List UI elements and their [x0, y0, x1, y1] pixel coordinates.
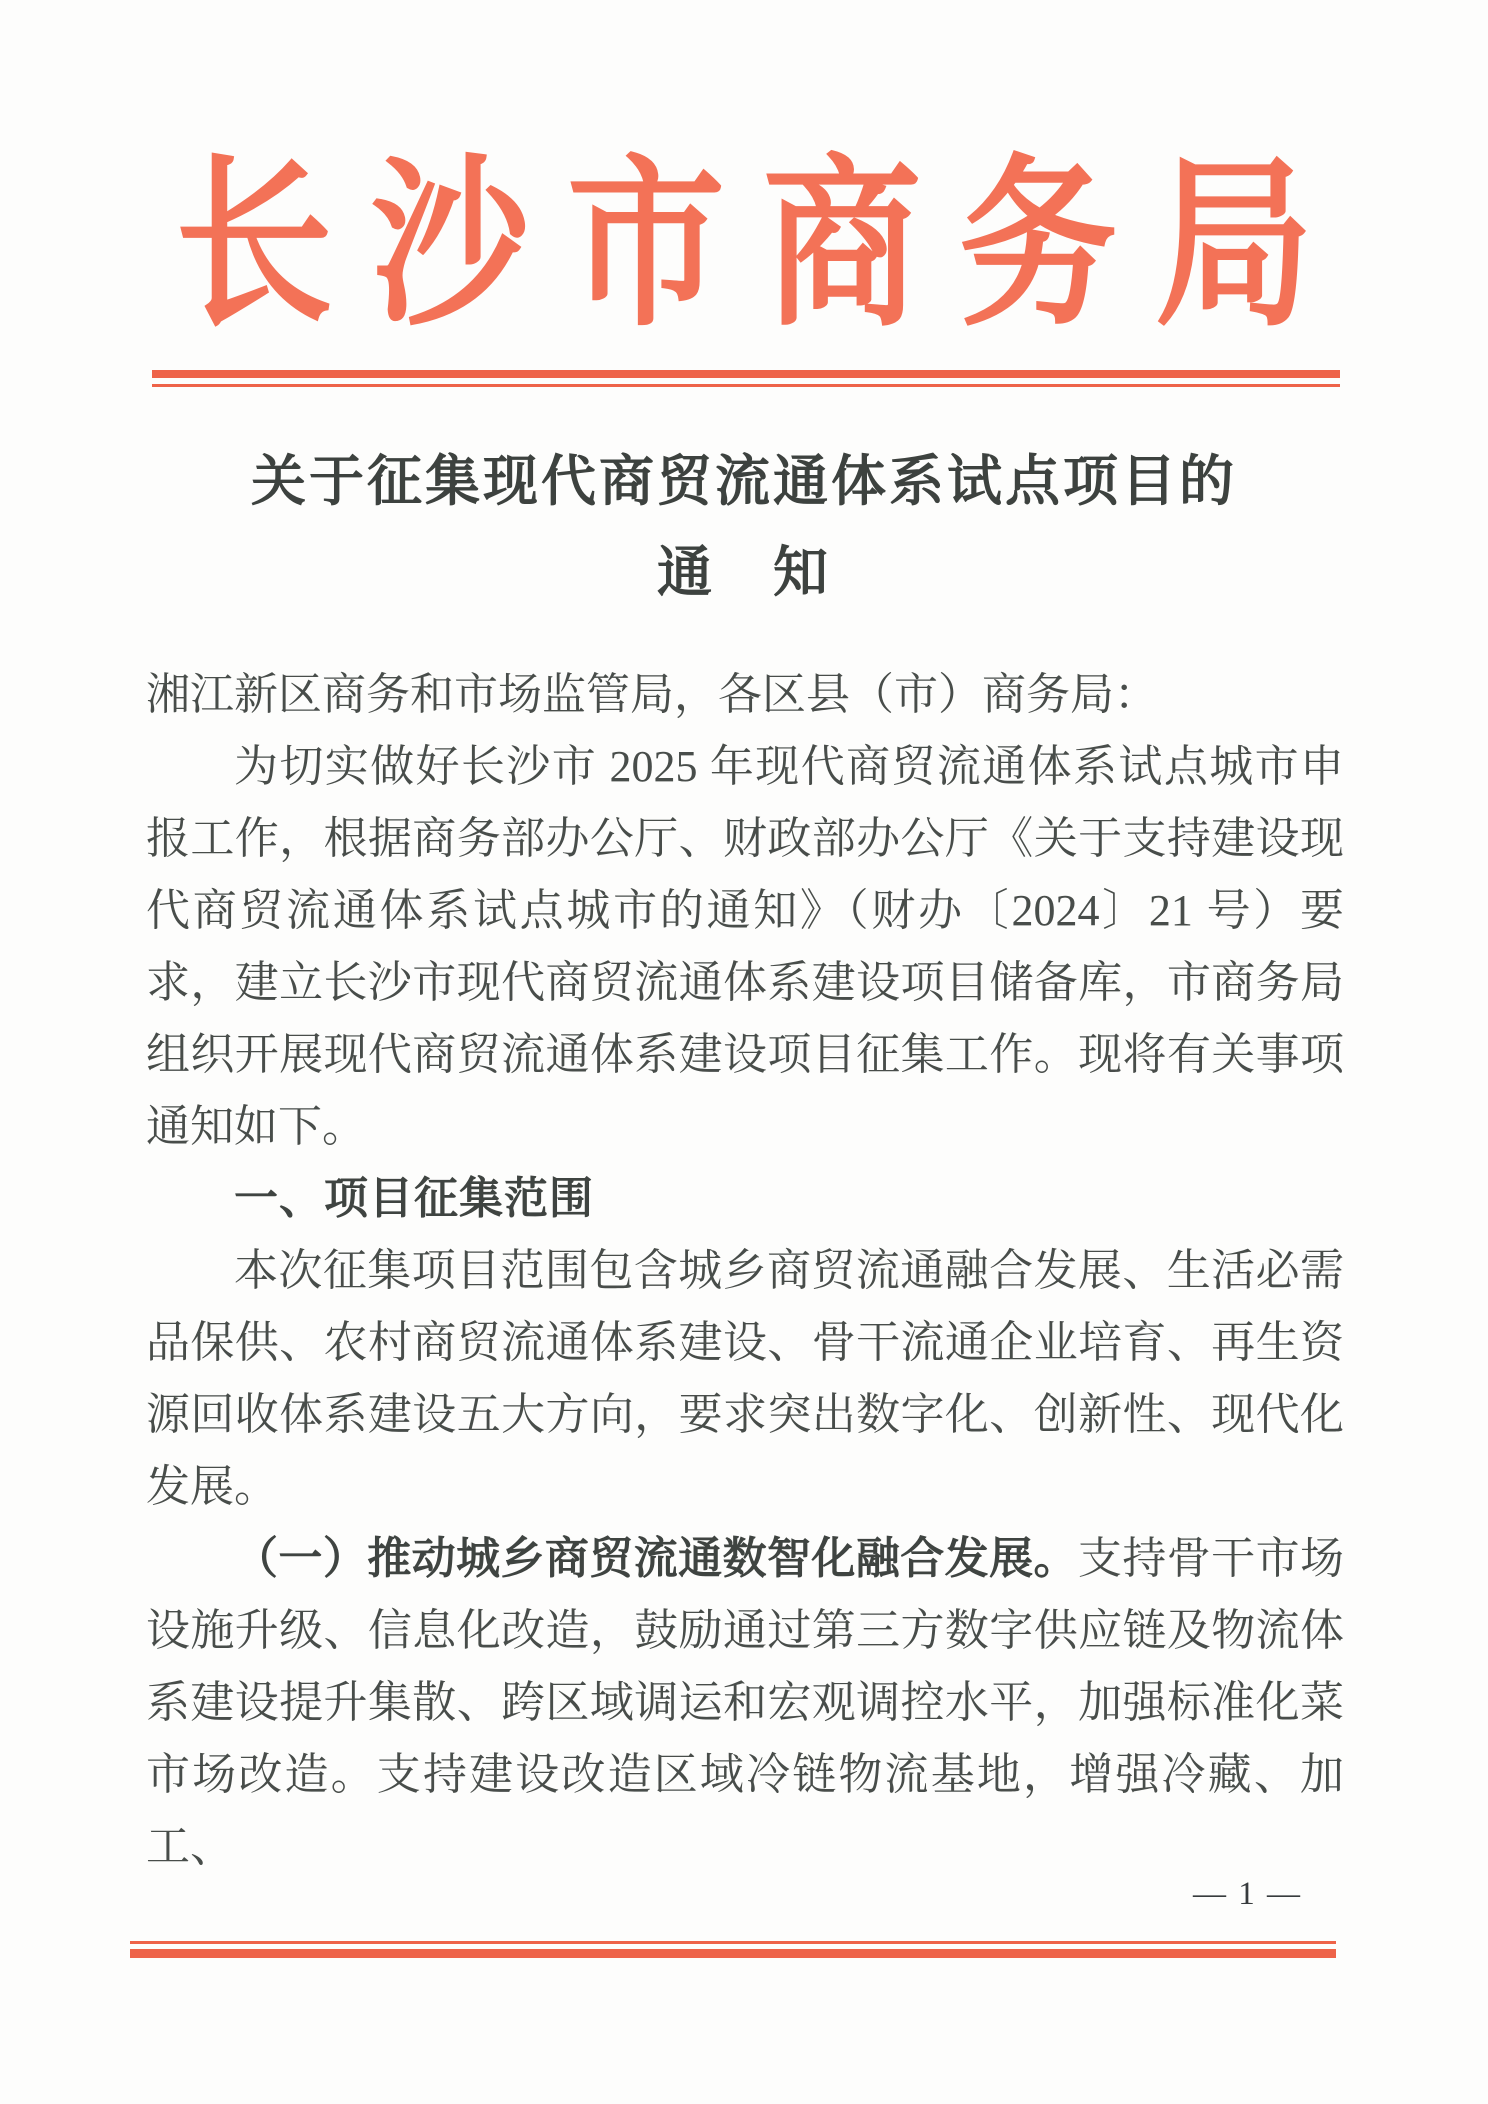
document-title-line2: 通 知: [656, 542, 831, 603]
footer-rule-thin: [130, 1941, 1336, 1944]
agency-title: 长沙市商务局: [175, 145, 1351, 349]
document-title-line1: 关于征集现代商贸流通体系试点项目的: [250, 451, 1237, 512]
section-1-heading: 一、项目征集范围: [234, 1174, 594, 1223]
header-rule-thick: [152, 370, 1340, 378]
item-1-paragraph: [146, 1523, 1344, 1883]
salutation-line: 湘江新区商务和市场监管局，各区县（市）商务局：: [146, 670, 1158, 719]
item-1-lead-heading: （一）推动城乡商贸流通数智化融合发展。: [234, 1534, 1078, 1583]
intro-paragraph: 为切实做好长沙市 2025 年现代商贸流通体系试点城市申报工作，根据商务部办公厅、财政部办公厅《关于支持建设现代商贸流通体系试点城市的通知》（财办〔2024〕21 号）要求，建立长沙市现代商贸流通体系建设项目储备库，市商务局组织开展现代商贸流通体系建设项目征集工作。现将有关事项通知如下。: [146, 742, 1344, 1151]
document-body: [146, 659, 1344, 1883]
document-title: [0, 436, 1488, 618]
header-rule-thin: [152, 384, 1340, 387]
scope-paragraph: 本次征集项目范围包含城乡商贸流通融合发展、生活必需品保供、农村商贸流通体系建设、骨干流通企业培育、再生资源回收体系建设五大方向，要求突出数字化、创新性、现代化发展。: [146, 1246, 1344, 1511]
item-1-body-text: 支持骨干市场设施升级、信息化改造，鼓励通过第三方数字供应链及物流体系建设提升集散、跨区域调运和宏观调控水平，加强标准化菜市场改造。支持建设改造区域冷链物流基地，增强冷藏、加工、: [146, 1534, 1345, 1871]
page-number: — 1 —: [1193, 1876, 1302, 1912]
footer-rule-thick: [130, 1949, 1336, 1958]
